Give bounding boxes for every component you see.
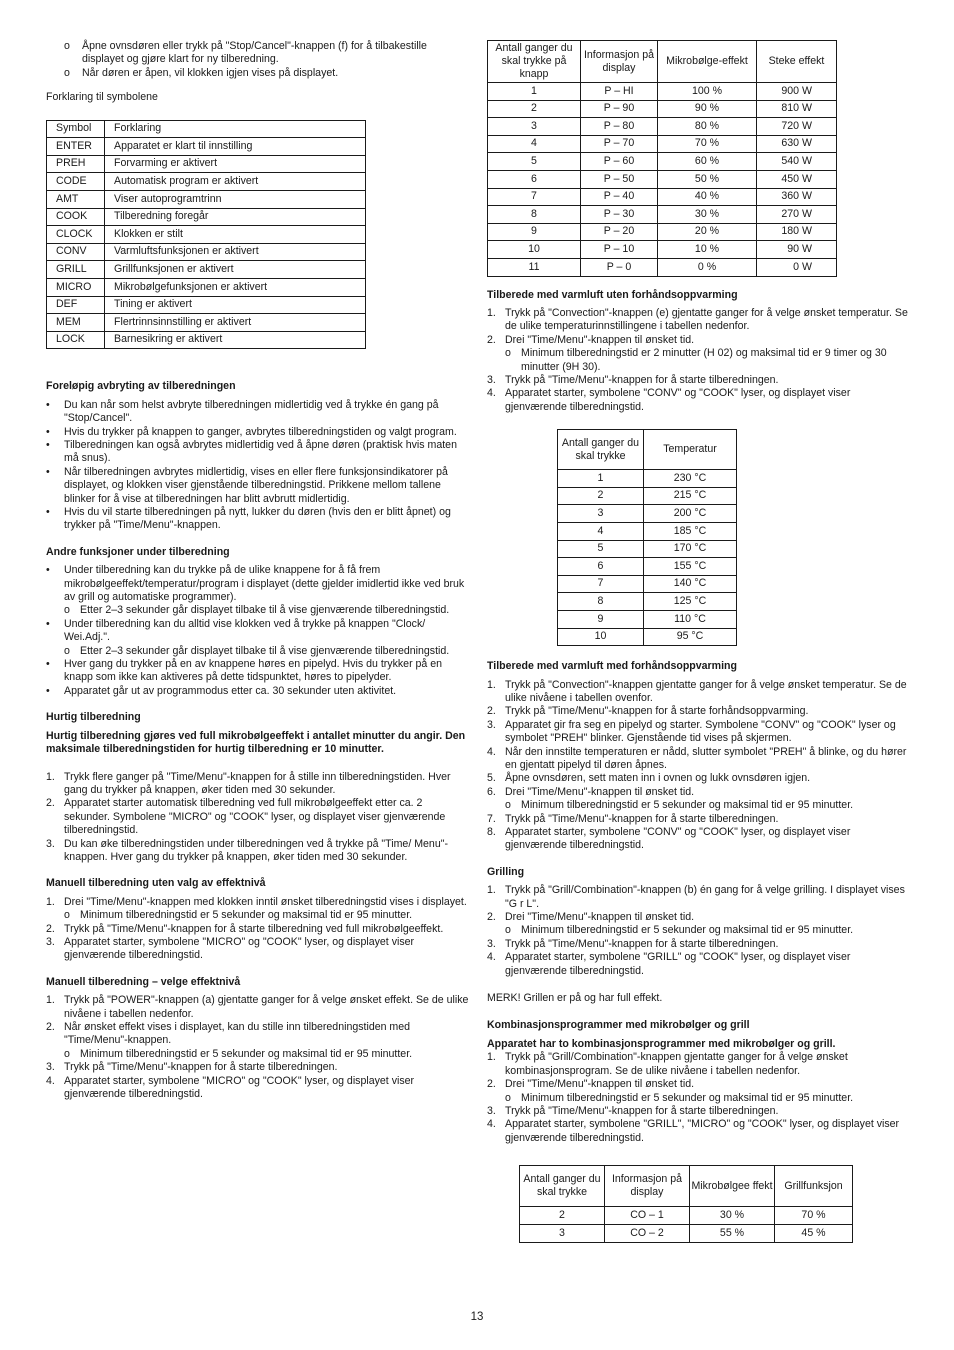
table-row <box>488 83 837 101</box>
list-item: 1. Trykk på "Convection"-knappen (e) gjentatte ganger for å velge ønsket temperatur. Se de ulike temperaturinnstillingene i tabellen nedenfor. <box>487 306 908 333</box>
table-cell: 360 W <box>757 188 837 206</box>
description-cell: Varmluftsfunksjonen er aktivert <box>105 243 366 261</box>
section-heading: Manuell tilberedning – velge effektnivå <box>46 975 241 988</box>
list-item: 1. Trykk på "POWER"-knappen (a) gjentatte ganger for å velge ønsket effekt. Se de ulike nivåene i tabellen nedenfor. <box>46 994 469 1020</box>
list-item: 1. Drei "Time/Menu"-knappen med klokken inntil ønsket tilberedningstid vises i displayet. <box>46 895 467 908</box>
table-header-cell: Informasjon på display <box>605 1166 690 1207</box>
list-item: • Hver gang du trykker på en av knappene høres en pipelyd. Hvis du trykker på en knapp som ikke kan aktiveres på dette tidspunktet, høres to pipelyder. <box>46 658 443 684</box>
table-cell: 5 <box>488 153 581 171</box>
list-item: 4. Når den innstilte temperaturen er nådd, slutter symbolet "PREH" å blinke, og du hører en gjentatt pipelyd til døren åpnes. <box>487 745 907 771</box>
table-row <box>488 188 837 206</box>
section-heading: Tilberede med varmluft uten forhåndsoppvarming <box>487 288 738 301</box>
symbol-cell: CONV <box>47 243 105 261</box>
table-cell: P – 60 <box>581 153 658 171</box>
description-cell: Forvarming er aktivert <box>105 155 366 173</box>
table-cell: 95 °C <box>644 628 737 646</box>
list-item: 2. Drei "Time/Menu"-knappen til ønsket tid. <box>487 911 695 924</box>
table-cell: 180 W <box>757 223 837 241</box>
list-item: 2. Trykk på "Time/Menu"-knappen for å starte forhåndsoppvarming. <box>487 705 809 718</box>
list-item: 3. Trykk på "Time/Menu"-knappen for å starte tilberedningen. <box>46 1061 338 1074</box>
table-cell: 1 <box>488 83 581 101</box>
table-cell: 230 °C <box>644 470 737 488</box>
table-row <box>488 135 837 153</box>
table-cell: P – 90 <box>581 100 658 118</box>
table-cell: 4 <box>488 135 581 153</box>
table-cell: 0 W <box>757 258 837 276</box>
list-item: 2. Drei "Time/Menu"-knappen til ønsket tid. <box>487 1078 695 1091</box>
table-row <box>47 226 366 244</box>
list-item: 6. Drei "Time/Menu"-knappen til ønsket tid. <box>487 785 695 798</box>
table-cell: 200 °C <box>644 505 737 523</box>
list-item: 3. Du kan øke tilberedningstiden under tilberedningen ved å trykke på "Time/ Menu"-knappen. Hver gang du trykker på knappen, øker tiden med 30 sekunder. <box>46 837 449 863</box>
table-cell: 20 % <box>658 223 757 241</box>
table-header-cell: Antall ganger du skal trykke på knapp <box>488 41 581 83</box>
table-header-cell: Symbol <box>47 120 105 138</box>
list-item: 1. Trykk på "Grill/Combination"-knappen (b) én gang for å velge grilling. I displayet vises "G r L". <box>487 884 905 910</box>
table-row <box>558 540 737 558</box>
table-cell: 90 % <box>658 100 757 118</box>
bold-intro: Apparatet har to kombinasjonsprogrammer med mikrobølger og grill. <box>487 1037 836 1050</box>
table-cell: 140 °C <box>644 575 737 593</box>
table-cell: 10 <box>488 241 581 259</box>
table-cell: 630 W <box>757 135 837 153</box>
table-row <box>520 1225 853 1243</box>
list-item: • Under tilberedning kan du alltid vise klokken ved å trykke på knappen "Clock/ Wei.Adj.". <box>46 617 426 644</box>
bold-intro: Hurtig tilberedning gjøres ved full mikrobølgeeffekt i antallet minutter du angir. Den maksimale tilberedningstiden for hurtig tilberedning er 10 minutter. <box>46 729 466 756</box>
list-item: o Etter 2–3 sekunder går displayet tilbake til å vise gjenværende tilberedningstid. <box>64 644 450 657</box>
table-cell: 10 <box>558 628 644 646</box>
list-item: 1. Trykk på "Convection"-knappen gjentatte ganger for å velge ønsket temperatur. Se de ulike nivåene i tabellen ovenfor. <box>487 678 907 704</box>
table-row <box>558 575 737 593</box>
table-cell: P – 30 <box>581 206 658 224</box>
table-cell: 30 % <box>658 206 757 224</box>
list-item: • Under tilberedning kan du trykke på de ulike knappene for å få frem mikrobølgeeffekt/temperatur/program i displayet (dette gjelder imidlertid ikke ved bruk av grill og automatiske programmer). <box>46 564 465 604</box>
list-item: o Minimum tilberedningstid er 5 sekunder og maksimal tid er 95 minutter. <box>505 1091 854 1104</box>
symbol-cell: PREH <box>47 155 105 173</box>
description-cell: Mikrobølgefunksjonen er aktivert <box>105 278 366 296</box>
description-cell: Barnesikring er aktivert <box>105 331 366 349</box>
table-cell: 270 W <box>757 206 837 224</box>
list-item: • Du kan når som helst avbryte tilberedningen midlertidig ved å trykke én gang på "Stop/Cancel". <box>46 398 439 425</box>
section-heading: Foreløpig avbryting av tilberedningen <box>46 380 236 393</box>
list-item: 5. Åpne ovnsdøren, sett maten inn i ovnen og lukk ovnsdøren igjen. <box>487 772 811 785</box>
table-cell: 170 °C <box>644 540 737 558</box>
bullet-list <box>46 564 470 698</box>
table-cell: 6 <box>558 558 644 576</box>
list-item: • Når tilberedningen avbrytes midlertidig, vises en eller flere funksjonsindikatorer på displayet, og klokken viser gjenstående tilberedningstid. Prikkene mellom tallene blinker for å vise at tilberedningen har blitt avbrutt midlertidig. <box>46 465 448 505</box>
page-number: 13 <box>470 1311 484 1323</box>
table-cell: P – 70 <box>581 135 658 153</box>
table-cell: 450 W <box>757 170 837 188</box>
table-cell: 6 <box>488 170 581 188</box>
list-item: o Åpne ovnsdøren eller trykk på "Stop/Cancel"-knappen (f) for å tilbakestille displayet og gjøre klart for ny tilberedning. <box>46 40 470 67</box>
list-item: o Etter 2–3 sekunder går displayet tilbake til å vise gjenværende tilberedningstid. <box>64 604 450 617</box>
table-cell: 0 % <box>658 258 757 276</box>
combination-table <box>519 1165 853 1243</box>
table-header-cell: Forklaring <box>105 120 366 138</box>
table-cell: 185 °C <box>644 522 737 540</box>
table-row <box>47 261 366 279</box>
list-item: o Minimum tilberedningstid er 5 sekunder og maksimal tid er 95 minutter. <box>505 799 854 812</box>
description-cell: Apparatet er klart til innstilling <box>105 138 366 156</box>
list-item: 2. Når ønsket effekt vises i displayet, kan du stille inn tilberedningstiden med "Time/Menu"-knappen. <box>46 1021 411 1047</box>
description-cell: Klokken er stilt <box>105 226 366 244</box>
table-cell: 9 <box>558 610 644 628</box>
list-item: 4. Apparatet starter, symbolene "MICRO" og "COOK" lyser, og displayet viser gjenværende tilberedningstid. <box>46 1074 415 1101</box>
symbol-cell: LOCK <box>47 331 105 349</box>
table-cell: 50 % <box>658 170 757 188</box>
list-item: 8. Apparatet starter, symbolene "CONV" og "COOK" lyser, og displayet viser gjenværende tilberedningstid. <box>487 826 851 852</box>
table-cell: P – 10 <box>581 241 658 259</box>
table-row <box>558 470 737 488</box>
table-row <box>558 505 737 523</box>
table-cell: 55 % <box>690 1225 775 1243</box>
table-cell: 8 <box>558 593 644 611</box>
list-item: • Hvis du trykker på knappen to ganger, avbrytes tilberedningstiden og valgt program. <box>46 425 457 438</box>
table-cell: 11 <box>488 258 581 276</box>
table-cell: 2 <box>558 487 644 505</box>
symbol-cell: CLOCK <box>47 226 105 244</box>
table-row <box>47 278 366 296</box>
table-cell: 2 <box>488 100 581 118</box>
table-row <box>47 296 366 314</box>
list-item: 3. Apparatet gir fra seg en pipelyd og starter. Symbolene "CONV" og "COOK" lyser og symbolet "PREH" blinker. Gjenstående tid vises på skjermen. <box>487 718 896 745</box>
table-row <box>47 243 366 261</box>
table-row <box>558 593 737 611</box>
table-row <box>488 170 837 188</box>
table-cell: 540 W <box>757 153 837 171</box>
table-row <box>488 223 837 241</box>
table-cell: 80 % <box>658 118 757 136</box>
numbered-list <box>487 307 911 414</box>
table-row <box>520 1207 853 1225</box>
table-cell: 3 <box>488 118 581 136</box>
section-heading: Hurtig tilberedning <box>46 711 141 724</box>
table-cell: 70 % <box>658 135 757 153</box>
description-cell: Tining er aktivert <box>105 296 366 314</box>
table-row <box>47 191 366 209</box>
symbol-cell: MEM <box>47 314 105 332</box>
table-row <box>488 206 837 224</box>
list-item: 3. Trykk på "Time/Menu"-knappen for å starte tilberedningen. <box>487 1104 779 1117</box>
symbol-cell: ENTER <box>47 138 105 156</box>
list-item: • Tilberedningen kan også avbrytes midlertidig ved å åpne døren (praktisk hvis maten må snus). <box>46 438 457 465</box>
symbol-cell: CODE <box>47 173 105 191</box>
table-row <box>47 314 366 332</box>
table-cell: P – 40 <box>581 188 658 206</box>
list-item: 2. Apparatet starter automatisk tilberedning ved full mikrobølgeeffekt etter ca. 2 sekunder. Symbolene "MICRO" og "COOK" lyser, og displayet viser gjenværende tilberedningstid. <box>46 797 446 837</box>
list-item: 1. Trykk på "Grill/Combination"-knappen gjentatte ganger for å velge ønsket kombinasjonsprogram. Se de ulike nivåene i tabellen nedenfor. <box>487 1051 848 1077</box>
list-item: 7. Trykk på "Time/Menu"-knappen for å starte tilberedningen. <box>487 812 779 825</box>
table-header-cell: Temperatur <box>644 430 737 470</box>
table-cell: 2 <box>520 1207 605 1225</box>
table-cell: P – 80 <box>581 118 658 136</box>
table-cell: 810 W <box>757 100 837 118</box>
table-cell: 40 % <box>658 188 757 206</box>
section-heading: Tilberede med varmluft med forhåndsoppvarming <box>487 660 737 673</box>
table-cell: CO – 1 <box>605 1207 690 1225</box>
table-row <box>558 610 737 628</box>
temperature-table <box>557 429 737 646</box>
table-cell: 1 <box>558 470 644 488</box>
list-item: o Minimum tilberedningstid er 5 sekunder og maksimal tid er 95 minutter. <box>64 1047 413 1060</box>
description-cell: Viser autoprogramtrinn <box>105 191 366 209</box>
numbered-list <box>487 679 911 853</box>
table-header-cell: Mikrobølge-effekt <box>658 41 757 83</box>
symbol-cell: COOK <box>47 208 105 226</box>
table-cell: 45 % <box>775 1225 853 1243</box>
table-cell: P – 0 <box>581 258 658 276</box>
table-row <box>47 331 366 349</box>
table-row <box>558 558 737 576</box>
description-cell: Tilberedning foregår <box>105 208 366 226</box>
table-row <box>558 522 737 540</box>
description-cell: Flertrinnsinnstilling er aktivert <box>105 314 366 332</box>
table-cell: 110 °C <box>644 610 737 628</box>
table-cell: 70 % <box>775 1207 853 1225</box>
table-cell: P – 50 <box>581 170 658 188</box>
table-cell: P – HI <box>581 83 658 101</box>
bullet-list <box>46 399 470 533</box>
table-cell: 8 <box>488 206 581 224</box>
symbol-cell: DEF <box>47 296 105 314</box>
table-header-row <box>558 430 737 470</box>
table-header-row <box>488 41 837 83</box>
table-cell: 10 % <box>658 241 757 259</box>
table-cell: 90 W <box>757 241 837 259</box>
table-cell: 900 W <box>757 83 837 101</box>
table-cell: 3 <box>558 505 644 523</box>
numbered-list <box>46 771 470 865</box>
table-cell: 125 °C <box>644 593 737 611</box>
section-heading: Andre funksjoner under tilberedning <box>46 545 230 558</box>
intro-item: Når døren er åpen, vil klokken igjen vises på displayet. <box>82 66 339 79</box>
table-cell: 100 % <box>658 83 757 101</box>
table-row <box>558 487 737 505</box>
left-column <box>46 40 470 1101</box>
table-header-cell: Mikrobølgee ffekt <box>690 1166 775 1207</box>
table-cell: 7 <box>558 575 644 593</box>
list-item: • Apparatet går ut av programmodus etter ca. 30 sekunder uten aktivitet. <box>46 684 397 697</box>
table-header-row <box>47 120 366 138</box>
table-header-cell: Grillfunksjon <box>775 1166 853 1207</box>
table-cell: 3 <box>520 1225 605 1243</box>
right-column <box>487 40 911 1243</box>
numbered-list <box>487 1051 911 1145</box>
section-heading: Manuell tilberedning uten valg av effektnivå <box>46 877 266 890</box>
table-cell: 720 W <box>757 118 837 136</box>
table-cell: CO – 2 <box>605 1225 690 1243</box>
table-cell: 60 % <box>658 153 757 171</box>
table-row <box>488 258 837 276</box>
symbol-cell: AMT <box>47 191 105 209</box>
numbered-list <box>46 896 470 963</box>
table-cell: 30 % <box>690 1207 775 1225</box>
table-header-cell: Steke effekt <box>757 41 837 83</box>
list-item: 4. Apparatet starter, symbolene "GRILL" og "COOK" lyser, og displayet viser gjenværende tilberedningstid. <box>487 951 851 977</box>
table-row <box>47 173 366 191</box>
table-cell: P – 20 <box>581 223 658 241</box>
table-row <box>488 241 837 259</box>
section-heading: Grilling <box>487 865 525 878</box>
list-item: o Minimum tilberedningstid er 2 minutter (H 02) og maksimal tid er 9 timer og 30 minutter (9H 30). <box>505 347 887 373</box>
table-cell: 7 <box>488 188 581 206</box>
list-item: 3. Apparatet starter, symbolene "MICRO" og "COOK" lyser, og displayet viser gjenværende tilberedningstid. <box>46 935 415 962</box>
list-item: 2. Drei "Time/Menu"-knappen til ønsket tid. <box>487 333 695 346</box>
description-cell: Automatisk program er aktivert <box>105 173 366 191</box>
list-item: o Minimum tilberedningstid er 5 sekunder og maksimal tid er 95 minutter. <box>505 924 854 937</box>
list-item: o Minimum tilberedningstid er 5 sekunder og maksimal tid er 95 minutter. <box>64 909 413 922</box>
numbered-list <box>46 994 470 1101</box>
list-item: o Når døren er åpen, vil klokken igjen vises på displayet. <box>46 67 470 80</box>
table-row <box>488 118 837 136</box>
symbols-title: Forklaring til symbolene <box>46 91 158 104</box>
table-row <box>558 628 737 646</box>
grill-note: MERK! Grillen er på og har full effekt. <box>487 992 663 1005</box>
list-item: 3. Trykk på "Time/Menu"-knappen for å starte tilberedningen. <box>487 937 779 950</box>
symbol-cell: MICRO <box>47 278 105 296</box>
table-row <box>488 100 837 118</box>
symbol-cell: GRILL <box>47 261 105 279</box>
table-header-cell: Informasjon på display <box>581 41 658 83</box>
table-cell: 9 <box>488 223 581 241</box>
list-item: 1. Trykk flere ganger på "Time/Menu"-knappen for å stille inn tilberedningstiden. Hver gang du trykker på knappen, øker tiden med 30 sekunder. <box>46 770 451 796</box>
table-header-cell: Antall ganger du skal trykke <box>558 430 644 470</box>
table-cell: 155 °C <box>644 558 737 576</box>
symbols-table <box>46 120 366 350</box>
intro-item: Åpne ovnsdøren eller trykk på "Stop/Cancel"-knappen (f) for å tilbakestille displayet og gjøre klart for ny tilberedning. <box>82 40 427 66</box>
table-row <box>47 155 366 173</box>
table-cell: 215 °C <box>644 487 737 505</box>
list-item: 3. Trykk på "Time/Menu"-knappen for å starte tilberedningen. <box>487 373 779 386</box>
table-cell: 5 <box>558 540 644 558</box>
table-header-cell: Antall ganger du skal trykke <box>520 1166 605 1207</box>
description-cell: Grillfunksjonen er aktivert <box>105 261 366 279</box>
table-cell: 4 <box>558 522 644 540</box>
list-item: 4. Apparatet starter, symbolene "GRILL", "MICRO" og "COOK" lyser, og displayet viser gjenværende tilberedningstid. <box>487 1118 900 1144</box>
numbered-list <box>487 884 911 978</box>
list-item: 4. Apparatet starter, symbolene "CONV" og "COOK" lyser, og displayet viser gjenværende tilberedningstid. <box>487 387 851 413</box>
list-item: • Hvis du vil starte tilberedningen på nytt, lukker du døren (hvis den er blitt åpnet) og trykker på "Time/Menu"-knappen. <box>46 506 451 532</box>
table-row <box>47 138 366 156</box>
section-heading: Kombinasjonsprogrammer med mikrobølger og grill <box>487 1019 750 1032</box>
table-row <box>488 153 837 171</box>
power-table <box>487 40 837 277</box>
table-row <box>47 208 366 226</box>
table-header-row <box>520 1166 853 1207</box>
list-item: 2. Trykk på "Time/Menu"-knappen for å starte tilberedning ved full mikrobølgeeffekt. <box>46 922 444 935</box>
